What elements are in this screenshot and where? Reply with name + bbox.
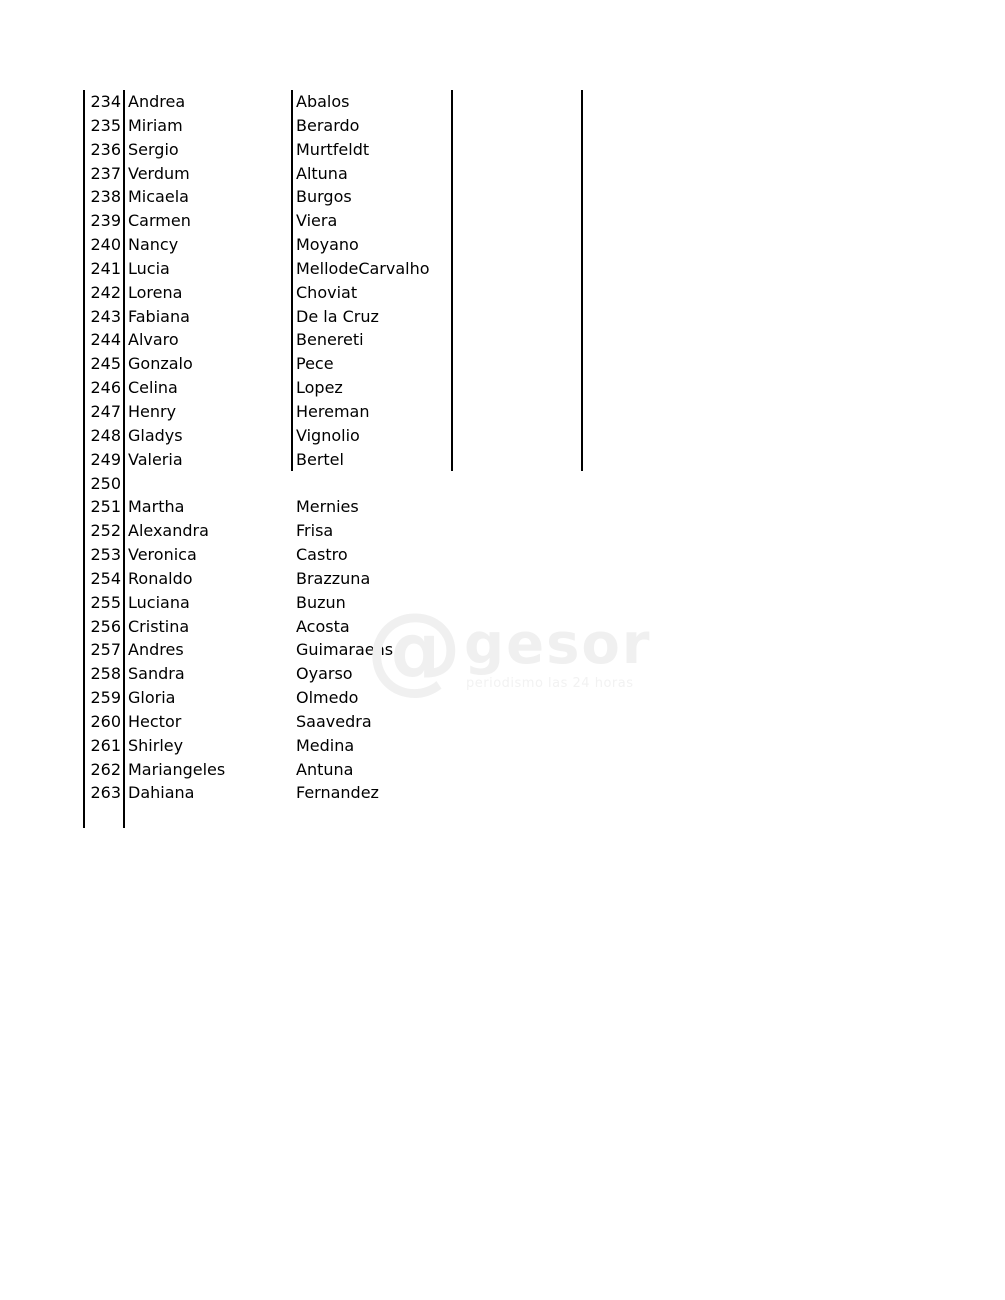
- last-name: Lopez: [296, 378, 343, 398]
- table-row: [0, 281, 700, 305]
- watermark-name: gesor: [464, 612, 652, 677]
- last-name: De la Cruz: [296, 306, 379, 326]
- first-name: Veronica: [128, 545, 197, 565]
- row-number: 262: [90, 759, 121, 779]
- first-name: Alvaro: [128, 330, 179, 350]
- table-row: [0, 185, 700, 209]
- table-row: [0, 138, 700, 162]
- watermark-tagline: periodismo las 24 horas: [466, 676, 634, 691]
- table-row: [0, 495, 700, 519]
- last-name: Olmedo: [296, 688, 359, 708]
- row-number: 248: [90, 425, 121, 445]
- first-name: Hector: [128, 711, 182, 731]
- last-name: Frisa: [296, 521, 334, 541]
- row-number: 252: [90, 521, 121, 541]
- first-name: Carmen: [128, 211, 191, 231]
- first-name: Lorena: [128, 282, 183, 302]
- row-number: 244: [90, 330, 121, 350]
- table-row: [0, 781, 700, 805]
- last-name: Viera: [296, 211, 338, 231]
- table-row: [0, 710, 700, 734]
- row-number: 240: [90, 235, 121, 255]
- watermark-at-symbol: @: [366, 592, 462, 704]
- first-name: Micaela: [128, 187, 189, 207]
- table-row: [0, 162, 700, 186]
- first-name: Shirley: [128, 735, 184, 755]
- first-name: Lucia: [128, 258, 170, 278]
- last-name: Altuna: [296, 163, 348, 183]
- last-name: Benereti: [296, 330, 364, 350]
- row-number: 263: [90, 783, 121, 803]
- table-row: [0, 448, 700, 472]
- first-name: Valeria: [128, 449, 183, 469]
- first-name: Sandra: [128, 664, 185, 684]
- first-name: Andres: [128, 640, 184, 660]
- table-row: [0, 662, 700, 686]
- table-row: [0, 328, 700, 352]
- first-name: Mariangeles: [128, 759, 226, 779]
- row-number: 246: [90, 378, 121, 398]
- first-name: Andrea: [128, 92, 186, 111]
- last-name: Hereman: [296, 401, 370, 421]
- last-name: Murtfeldt: [296, 139, 370, 159]
- last-name: Burgos: [296, 187, 352, 207]
- table-row: [0, 305, 700, 329]
- row-number: 254: [90, 568, 121, 588]
- last-name: Buzun: [296, 592, 346, 612]
- last-name: Oyarso: [296, 664, 353, 684]
- row-number: 255: [90, 592, 121, 612]
- table-row: [0, 257, 700, 281]
- table-row: [0, 352, 700, 376]
- first-name: Sergio: [128, 139, 179, 159]
- last-name: MellodeCarvalho: [296, 258, 430, 278]
- table-row: [0, 734, 700, 758]
- last-name: Pece: [296, 354, 334, 374]
- table-row: [0, 472, 700, 496]
- last-name: Vignolio: [296, 425, 360, 445]
- row-number: 235: [90, 115, 121, 135]
- table-row: [0, 376, 700, 400]
- first-name: Henry: [128, 401, 177, 421]
- last-name: Choviat: [296, 282, 358, 302]
- name-list: [0, 90, 700, 805]
- row-number: 247: [90, 401, 121, 421]
- first-name: Gonzalo: [128, 354, 193, 374]
- first-name: Gloria: [128, 688, 176, 708]
- table-row: [0, 758, 700, 782]
- last-name: Antuna: [296, 759, 354, 779]
- first-name: Cristina: [128, 616, 190, 636]
- row-number: 251: [90, 497, 121, 517]
- first-name: Verdum: [128, 163, 190, 183]
- row-number: 236: [90, 139, 121, 159]
- row-number: 241: [90, 258, 121, 278]
- table-row: [0, 591, 700, 615]
- row-number: 250: [90, 473, 121, 493]
- table-row: [0, 424, 700, 448]
- table-row: [0, 233, 700, 257]
- last-name: Moyano: [296, 235, 359, 255]
- first-name: Luciana: [128, 592, 190, 612]
- last-name: Acosta: [296, 616, 350, 636]
- row-number: 242: [90, 282, 121, 302]
- table-row: [0, 543, 700, 567]
- table-row: [0, 90, 700, 114]
- last-name: Fernandez: [296, 783, 379, 803]
- table-row: [0, 615, 700, 639]
- row-number: 239: [90, 211, 121, 231]
- first-name: Dahiana: [128, 783, 195, 803]
- row-number: 238: [90, 187, 121, 207]
- table-row: [0, 638, 700, 662]
- table-row: [0, 209, 700, 233]
- last-name: Medina: [296, 735, 355, 755]
- row-number: 258: [90, 664, 121, 684]
- row-number: 243: [90, 306, 121, 326]
- first-name: Fabiana: [128, 306, 190, 326]
- last-name: Castro: [296, 545, 348, 565]
- row-number: 234: [90, 92, 121, 111]
- last-name: Berardo: [296, 115, 360, 135]
- first-name: Miriam: [128, 115, 183, 135]
- table-row: [0, 400, 700, 424]
- first-name: Martha: [128, 497, 185, 517]
- last-name: Brazzuna: [296, 568, 371, 588]
- table-row: [0, 519, 700, 543]
- first-name: Nancy: [128, 235, 179, 255]
- last-name: Mernies: [296, 497, 359, 517]
- row-number: 261: [90, 735, 121, 755]
- last-name: Abalos: [296, 92, 350, 111]
- last-name: Saavedra: [296, 711, 372, 731]
- row-number: 260: [90, 711, 121, 731]
- table-row: [0, 567, 700, 591]
- row-number: 249: [90, 449, 121, 469]
- row-number: 253: [90, 545, 121, 565]
- row-number: 259: [90, 688, 121, 708]
- last-name: Bertel: [296, 449, 344, 469]
- row-number: 245: [90, 354, 121, 374]
- row-number: 256: [90, 616, 121, 636]
- row-number: 257: [90, 640, 121, 660]
- table-row: [0, 114, 700, 138]
- first-name: Celina: [128, 378, 178, 398]
- first-name: Gladys: [128, 425, 183, 445]
- first-name: Alexandra: [128, 521, 209, 541]
- row-number: 237: [90, 163, 121, 183]
- first-name: Ronaldo: [128, 568, 193, 588]
- last-name: Guimaraens: [296, 640, 394, 660]
- table-row: [0, 686, 700, 710]
